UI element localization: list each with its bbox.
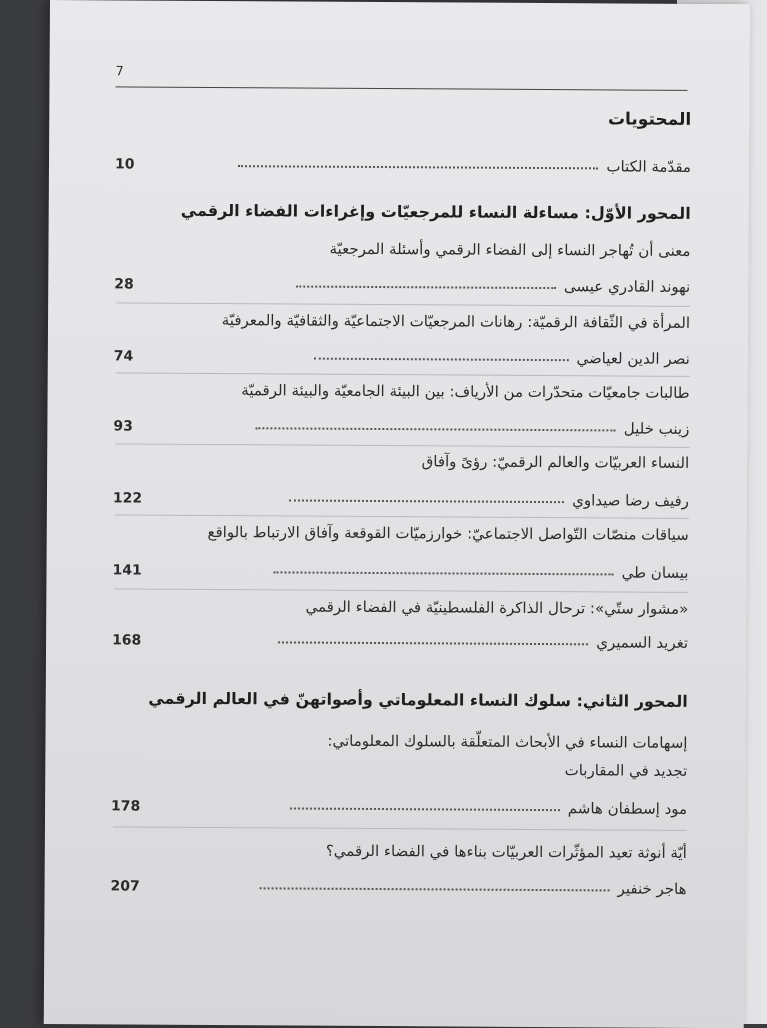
entry-author: نصر الدين لعياضي	[576, 349, 690, 368]
leader-dots	[260, 887, 610, 891]
entry-title[interactable]: المرأة في الثّقافة الرقميّة: رهانات المرجعيّات الاجتماعيّة والثقافيّة والمعرفيّة	[221, 311, 691, 332]
leader-dots	[313, 358, 568, 362]
entry-title: مقدّمة الكتاب	[606, 157, 692, 176]
toc-entry-author-line[interactable]	[114, 340, 690, 368]
book-page	[44, 0, 750, 1028]
entry-divider	[113, 826, 687, 831]
toc-entry-author-line[interactable]	[111, 790, 687, 818]
entry-title[interactable]: النساء العربيّات والعالم الرقميّ: رؤىً وآفاق	[421, 452, 690, 472]
entry-author: هاجر خنفير	[617, 879, 687, 898]
entry-divider	[115, 514, 689, 519]
entry-divider	[116, 372, 690, 377]
entry-title[interactable]: سياقات منصّات التّواصل الاجتماعيّ: خوارزميّات القوقعة وآفاق الارتباط بالواقع	[207, 522, 689, 544]
entry-author: تغريد السميري	[596, 633, 689, 652]
toc-entry-author-line[interactable]	[112, 554, 688, 582]
entry-author: بيسان طي	[621, 563, 689, 582]
entry-author: رفيف رضا صيداوي	[572, 491, 690, 510]
part-title: المحور الثاني: سلوك النساء المعلوماتي وأصواتهنّ في العالم الرقمي	[148, 688, 688, 711]
leader-dots	[296, 286, 556, 290]
entry-author: زينب خليل	[623, 419, 690, 438]
entry-page: 122	[112, 490, 143, 507]
toc-entry-author-line[interactable]	[113, 482, 689, 510]
leader-dots	[289, 499, 564, 503]
entry-title[interactable]: معنى أن تُهاجر النساء إلى الفضاء الرقمي وأسئلة المرجعيّة	[329, 239, 691, 260]
leader-dots	[256, 427, 616, 431]
entry-page: 10	[114, 156, 135, 173]
toc-entry-author-line[interactable]	[113, 410, 689, 438]
entry-divider	[115, 443, 689, 448]
entry-divider	[116, 302, 690, 307]
leader-dots	[238, 165, 598, 169]
part-title: المحور الأوّل: مساءلة النساء للمرجعيّات وإغراءات الفضاء الرقمي	[180, 200, 691, 223]
entry-page: 168	[112, 632, 142, 649]
entry-author: مود إسطفان هاشم	[567, 799, 688, 818]
entry-page: 141	[112, 562, 142, 579]
page-number: 7	[115, 64, 124, 80]
entry-page: 178	[111, 798, 141, 815]
leader-dots	[274, 571, 614, 575]
entry-title[interactable]: طالبات جامعيّات متحدّرات من الأرياف: بين البيئة الجامعيّة والبيئة الرقميّة	[241, 381, 690, 402]
entry-title[interactable]: «مشوار ستّي»: ترحال الذاكرة الفلسطينيّة في الفضاء الرقمي	[305, 597, 689, 618]
entry-page: 207	[110, 878, 140, 895]
toc-heading: المحتويات	[607, 109, 692, 130]
entry-page: 74	[113, 348, 134, 365]
entry-author: نهوند القادري عيسى	[563, 277, 691, 296]
entry-title[interactable]: إسهامات النساء في الأبحاث المتعلّقة بالسلوك المعلوماتي:	[327, 731, 688, 752]
leader-dots	[278, 641, 588, 645]
toc-entry-author-line[interactable]	[114, 268, 690, 296]
entry-page: 93	[113, 418, 133, 435]
table-of-contents	[110, 98, 692, 898]
entry-page: 28	[114, 276, 134, 293]
entry-subtitle[interactable]: تجديد في المقاربات	[564, 761, 688, 780]
leader-dots	[290, 807, 560, 811]
toc-entry-intro[interactable]	[115, 148, 691, 176]
toc-entry-author-line[interactable]	[112, 624, 688, 652]
entry-divider	[114, 588, 688, 593]
header-rule	[115, 86, 687, 90]
toc-entry-author-line[interactable]	[111, 870, 687, 898]
entry-title[interactable]: أيّة أنوثة تعيد المؤثّرات العربيّات بناءها في الفضاء الرقمي؟	[325, 841, 687, 862]
